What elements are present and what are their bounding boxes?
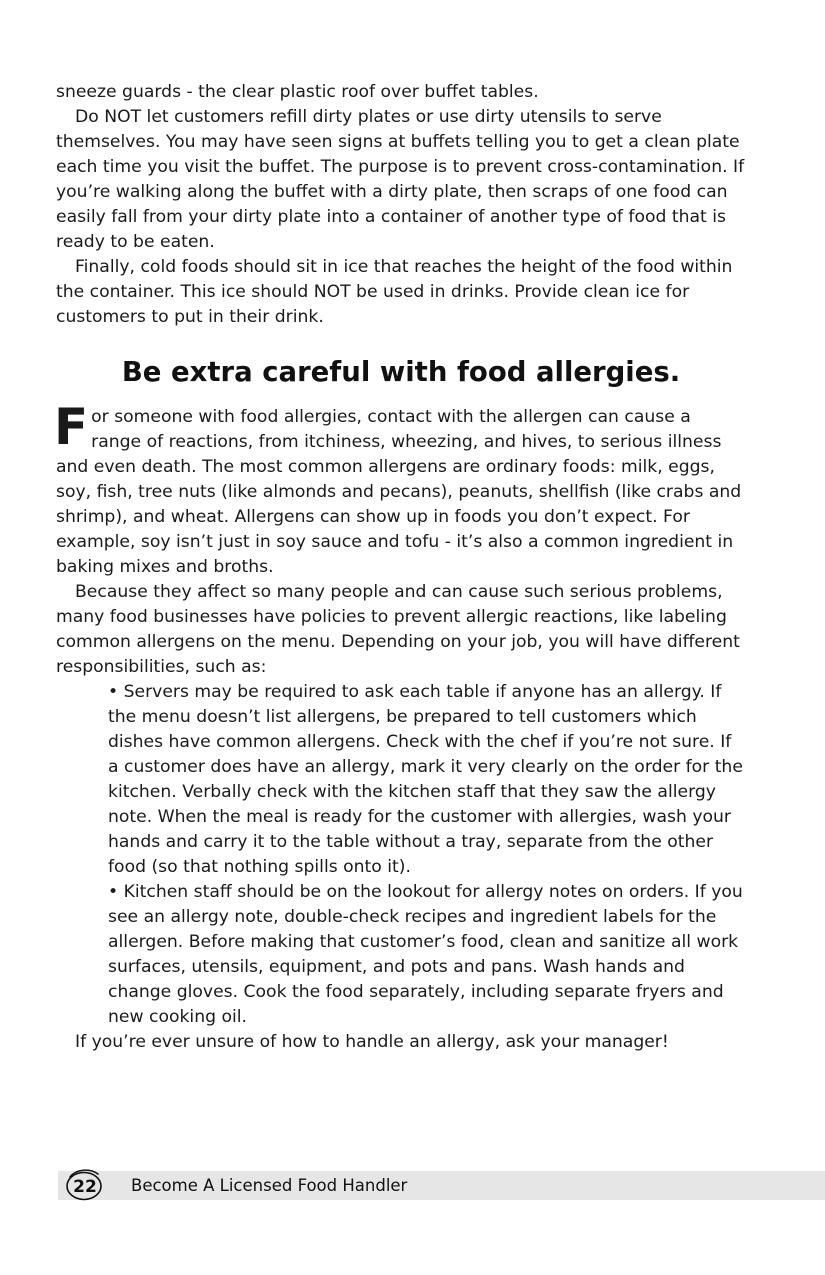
list-item-servers: • Servers may be required to ask each table if anyone has an allergy. If the menu doesn’t list allergens, be prepared to tell customers which dishes have common allergens. Check with the chef if you’re not sure. If a customer does have an allergy, mark it very clearly on the order for the kitchen. Verbally check with the kitchen staff that they saw the allergy note. When the meal is ready for the customer with allergies, wash your hands and carry it to the table without a tray, separate from the other food (so that nothing spills onto it).	[108, 682, 743, 877]
list-item-kitchen-staff: • Kitchen staff should be on the lookout for allergy notes on orders. If you see an allergy note, double-check recipes and ingredient labels for the allergen. Before making that customer’s food, clean and sanitize all work surfaces, utensils, equipment, and pots and pans. Wash hands and change gloves. Cook the food separately, including separate fryers and new cooking oil.	[108, 882, 743, 1027]
dropcap-letter: F	[54, 398, 89, 456]
page-number-badge	[64, 1166, 104, 1202]
intro-paragraph-dirty-plates: Do NOT let customers refill dirty plates or use dirty utensils to serve themselves. You may have seen signs at buffets telling you to get a clean plate each time you visit the buffet. The purpose is to prevent cross-contamination. If you’re walking along the buffet with a dirty plate, then scraps of one food can easily fall from your dirty plate into a container of another type of food that is ready to be eaten.	[56, 107, 745, 252]
footer-book-title: Become A Licensed Food Handler	[131, 1176, 408, 1195]
closing-paragraph: If you’re ever unsure of how to handle an allergy, ask your manager!	[75, 1032, 669, 1052]
section-heading: Be extra careful with food allergies.	[121, 356, 681, 388]
allergy-policy-paragraph: Because they affect so many people and can cause such serious problems, many food businesses have policies to prevent allergic reactions, like labeling common allergens on the menu. Depending on your job, you will have different responsibilities, such as:	[56, 582, 740, 677]
allergy-intro-paragraph	[54, 398, 746, 580]
intro-paragraph-cold-foods: Finally, cold foods should sit in ice that reaches the height of the food within the container. This ice should NOT be used in drinks. Provide clean ice for customers to put in their drink.	[56, 257, 733, 327]
page-number: 22	[73, 1177, 97, 1197]
responsibility-list	[56, 680, 746, 1030]
intro-paragraph-continuation: sneeze guards - the clear plastic roof over buffet tables.	[56, 82, 539, 102]
page-body	[56, 80, 746, 1055]
allergy-intro-text: or someone with food allergies, contact with the allergen can cause a range of reactions, from itchiness, wheezing, and hives, to serious illness and even death. The most common allergens are ordinary foods: milk, eggs, soy, fish, tree nuts (like almonds and pecans), peanuts, shellfish (like crabs and shrimp), and wheat. Allergens can show up in foods you don’t expect. For example, soy isn’t just in soy sauce and tofu - it’s also a common ingredient in baking mixes and broths.	[56, 407, 742, 577]
